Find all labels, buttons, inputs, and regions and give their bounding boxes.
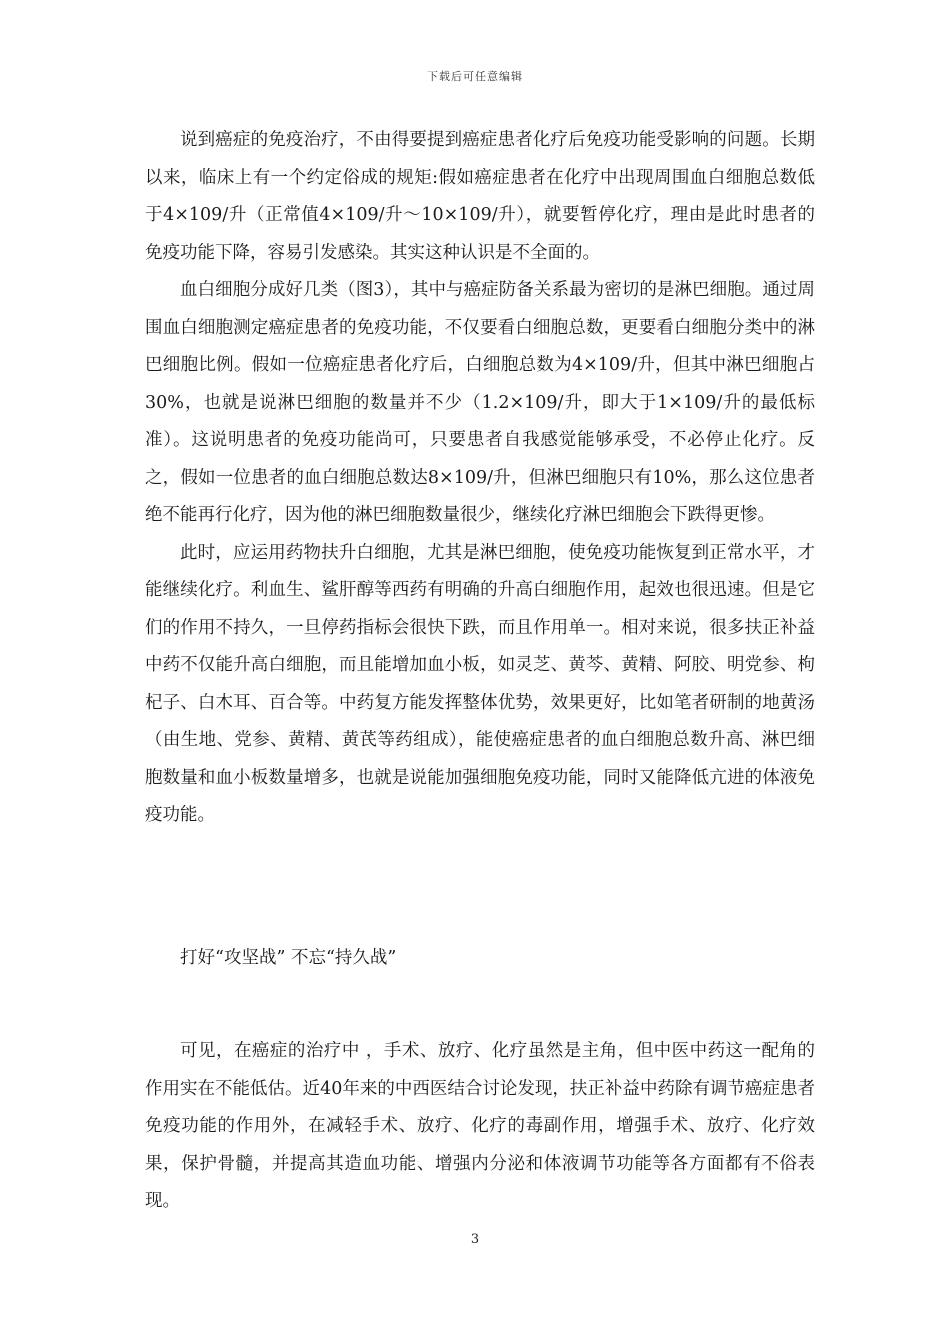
page-header: 下载后可任意编辑 [427,70,523,83]
paragraph-white-blood-cells: 血白细胞分成好几类（图3），其中与癌症防备关系最为密切的是淋巴细胞。通过周围血白细胞测定癌症患者的免疫功能，不仅要看白细胞总数，更要看白细胞分类中的淋巴细胞比例。假如一位癌症患者化疗后，白细胞总数为4×109/升，但其中淋巴细胞占30%，也就是说淋巴细胞的数量并不少（1.2×109/升，即大于1×109/升的最低标准）。这说明患者的免疫功能尚可，只要患者自我感觉能够承受，不必停止化疗。反之，假如一位患者的血白细胞总数达8×109/升，但淋巴细胞只有10%，那么这位患者绝不能再行化疗，因为他的淋巴细胞数量很少，继续化疗淋巴细胞会下跌得更惨。 [145,280,815,525]
main-text-block [145,122,815,835]
closing-text-block [145,1033,815,1221]
section-heading: 打好“攻坚战” 不忘“持久战” [180,948,397,968]
page-number: 3 [470,1232,480,1247]
paragraph-conclusion: 可见，在癌症的治疗中 ，手术、放疗、化疗虽然是主角，但中医中药这一配角的作用实在不能低估。近40年来的中西医结合讨论发现，扶正补益中药除有调节癌症患者免疫功能的作用外，在减轻手术、放疗、化疗的毒副作用，增强手术、放疗、化疗效果，保护骨髓，并提高其造血功能、增强内分泌和体液调节功能等各方面都有不俗表现。 [145,1041,815,1211]
paragraph-immunotherapy-intro: 说到癌症的免疫治疗，不由得要提到癌症患者化疗后免疫功能受影响的问题。长期以来，临床上有一个约定俗成的规矩:假如癌症患者在化疗中出现周围血白细胞总数低于4×109/升（正常值4×109/升～10×109/升），就要暂停化疗，理由是此时患者的免疫功能下降，容易引发感染。其实这种认识是不全面的。 [145,130,815,263]
paragraph-drug-treatment: 此时，应运用药物扶升白细胞，尤其是淋巴细胞，使免疫功能恢复到正常水平，才能继续化疗。利血生、鲨肝醇等西药有明确的升高白细胞作用，起效也很迅速。但是它们的作用不持久，一旦停药指标会很快下跌，而且作用单一。相对来说，很多扶正补益中药不仅能升高白细胞，而且能增加血小板，如灵芝、黄芩、黄精、阿胶、明党参、枸杞子、白木耳、百合等。中药复方能发挥整体优势，效果更好，比如笔者研制的地黄汤（由生地、党参、黄精、黄芪等药组成），能使癌症患者的血白细胞总数升高、淋巴细胞数量和血小板数量增多，也就是说能加强细胞免疫功能，同时又能降低亢进的体液免疫功能。 [145,542,815,825]
